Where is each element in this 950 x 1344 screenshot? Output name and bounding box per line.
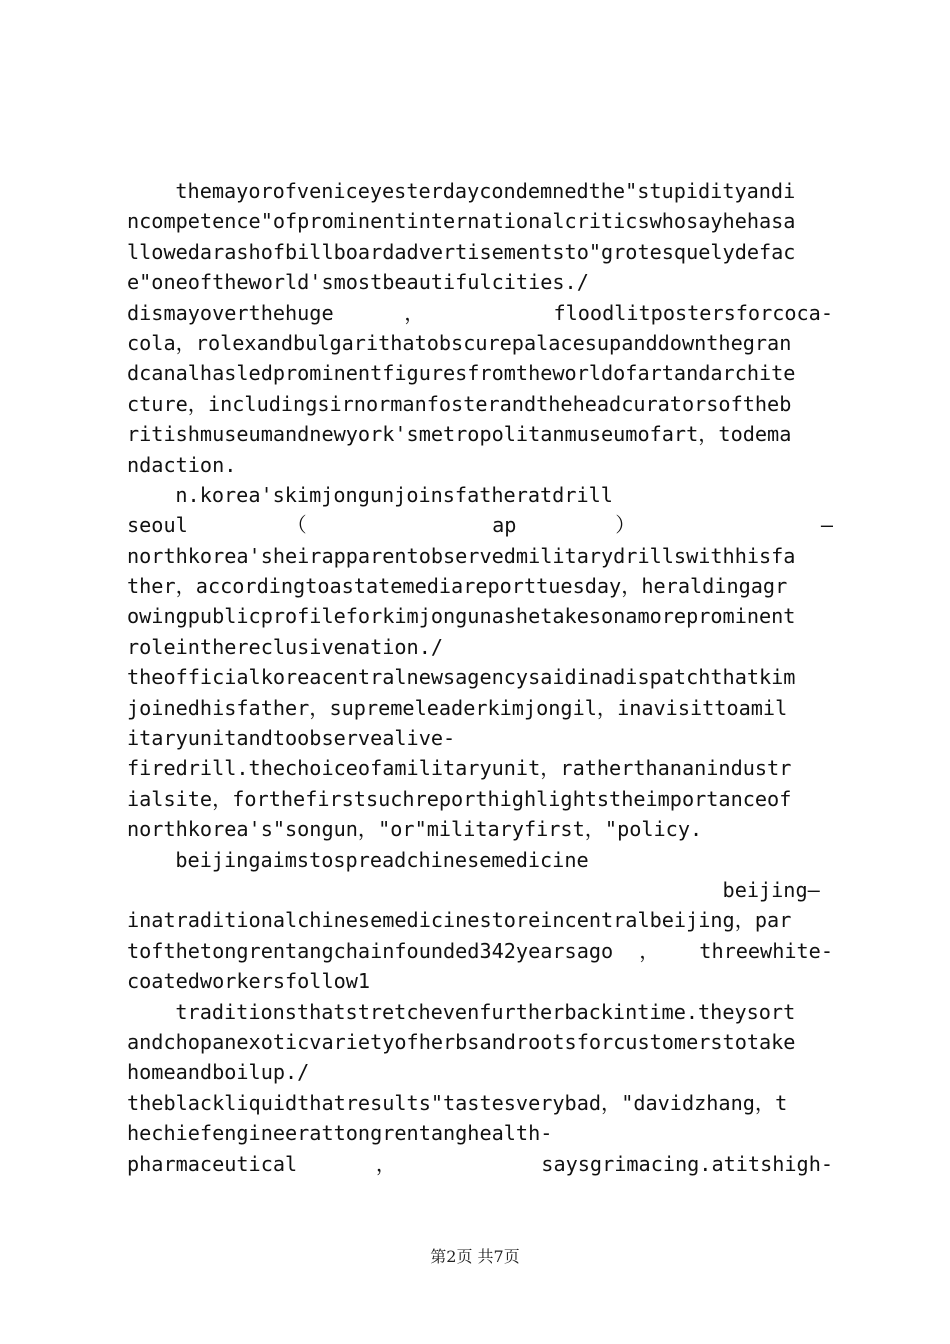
text-line: homeandboilup./ (127, 1060, 310, 1085)
text-line: theblackliquidthatresults"tastesverybad，"davidzhang，t (127, 1090, 788, 1115)
text-line: cture，includingsirnormanfosterandtheheadcuratorsoftheb (127, 391, 792, 416)
text-line: llowedarashofbillboardadvertisementsto"grotesquelydefac (127, 239, 796, 264)
text-line: theofficialkoreacentralnewsagencysaidinadispatchthatkim (127, 665, 796, 690)
text-line: ndaction. (127, 452, 237, 477)
page-footer: 第2页 共7页 (430, 1247, 520, 1266)
text-line: hechiefengineerattongrentanghealth- (127, 1121, 553, 1146)
text-line: northkorea'sheirapparentobservedmilitarydrillswithhisfa (127, 543, 796, 568)
text-line: joinedhisfather，supremeleaderkimjongil，inavisittoamil (127, 695, 788, 720)
text-line: beijingaimstospreadchinesemedicine (175, 847, 589, 872)
text-line: n.korea'skimjongunjoinsfatheratdrill (175, 482, 613, 507)
document-body (127, 176, 833, 1179)
text-line: ialsite，forthefirstsuchreporthighlightstheimportanceof (127, 786, 792, 811)
text-line: seoul （ ap ） — (127, 513, 833, 538)
text-line: andchopanexoticvarietyofherbsandrootsforcustomerstotake (127, 1029, 796, 1054)
text-line: northkorea's"songun，"or"militaryfirst，"policy. (127, 817, 703, 842)
text-line: ther，accordingtoastatemediareporttuesday，heraldingagr (127, 574, 788, 599)
text-line: e"oneoftheworld'smostbeautifulcities./ (127, 270, 589, 295)
text-line: dcanalhasledprominentfiguresfromtheworldofartandarchite (127, 361, 796, 386)
text-line: itaryunitandtoobservealive- (127, 726, 456, 751)
text-line: cola，rolexandbulgarithatobscurepalacesupanddownthegran (127, 330, 792, 355)
text-line: themayorofveniceyesterdaycondemnedthe"stupidityandi (175, 179, 796, 203)
text-line: roleinthereclusivenation./ (127, 634, 444, 659)
text-line: tofthetongrentangchainfounded342yearsago ， threewhite- (127, 938, 833, 963)
text-line: coatedworkersfollow1 (127, 969, 371, 994)
text-line: traditionsthatstretchevenfurtherbackintime.theysort (175, 999, 796, 1024)
text-line: ritishmuseumandnewyork'smetropolitanmuseumofart，todema (127, 422, 792, 447)
text-line: inatraditionalchinesemedicinestoreincentralbeijing，par (127, 908, 792, 933)
text-line: pharmaceutical ， saysgrimacing.atitshigh- (127, 1151, 833, 1176)
text-line: dismayoverthehuge ， floodlitpostersforcoca- (127, 300, 833, 325)
text-line: ncompetence"ofprominentinternationalcriticswhosayhehasa (127, 209, 796, 234)
text-line: beijing— (127, 877, 820, 902)
text-line: owingpublicprofileforkimjongunashetakesonamoreprominent (127, 604, 796, 629)
text-line: firedrill.thechoiceofamilitaryunit，ratherthananindustr (127, 756, 792, 781)
